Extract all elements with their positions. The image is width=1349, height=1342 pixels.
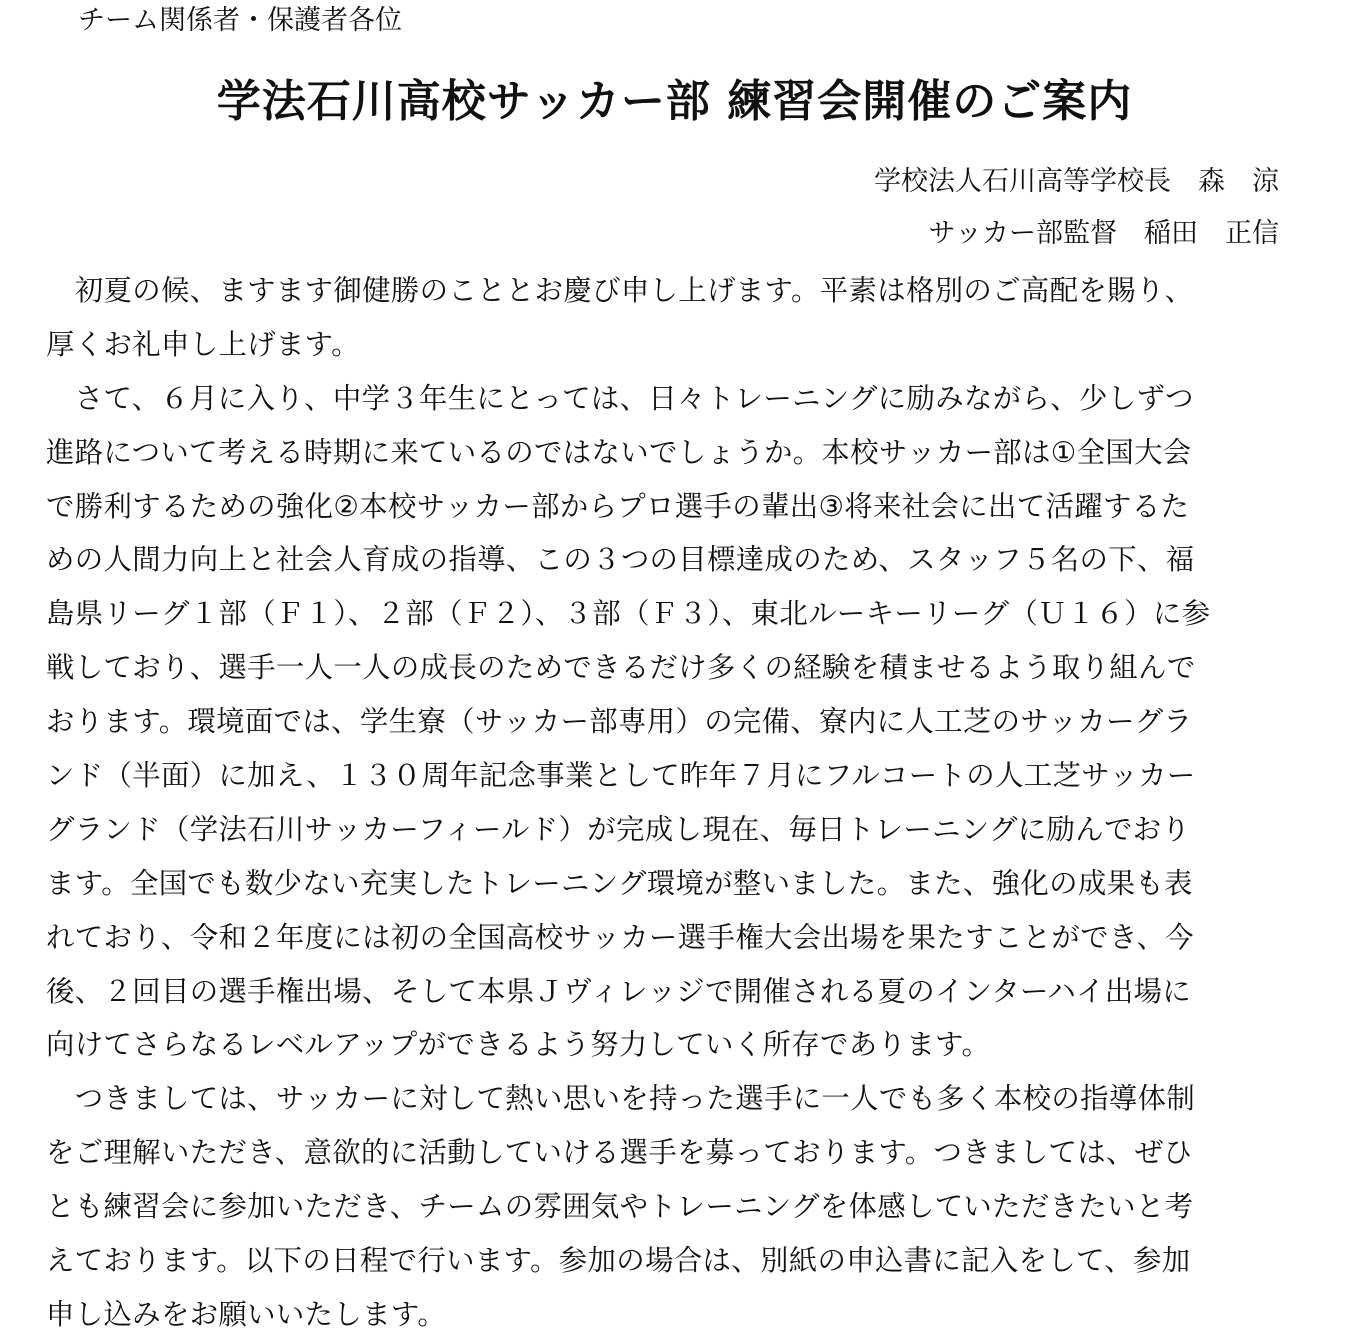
- body-line: 進路について考える時期に来ているのではないでしょうか。本校サッカー部は①全国大会: [46, 435, 1192, 469]
- body-line: ンド（半面）に加え、１３０周年記念事業として昨年７月にフルコートの人工芝サッカー: [46, 759, 1196, 793]
- body-line: れており、令和２年度には初の全国高校サッカー選手権大会出場を果たすことができ、今: [46, 920, 1194, 954]
- addressee: チーム関係者・保護者各位: [78, 5, 402, 36]
- body-line: ます。全国でも数少ない充実したトレーニング環境が整いました。また、強化の成果も表: [46, 866, 1193, 900]
- body-line: 後、２回目の選手権出場、そして本県Ｊヴィレッジで開催される夏のインターハイ出場に: [46, 974, 1192, 1008]
- body-line: 島県リーグ１部（Ｆ１）、２部（Ｆ２）、３部（Ｆ３）、東北ルーキーリーグ（Ｕ１６）に参: [46, 597, 1211, 631]
- body-line: をご理解いただき、意欲的に活動していける選手を募っております。つきましては、ぜひ: [46, 1136, 1193, 1170]
- body-line: とも練習会に参加いただき、チームの雰囲気やトレーニングを体感していただきたいと考: [46, 1190, 1194, 1224]
- body-line: で勝利するための強化②本校サッカー部からプロ選手の輩出③将来社会に出て活躍するた: [46, 489, 1190, 523]
- body-line: おります。環境面では、学生寮（サッカー部専用）の完備、寮内に人工芝のサッカーグラ: [46, 705, 1193, 739]
- body-line: 向けてさらなるレベルアップができるよう努力していく所存であります。: [46, 1028, 991, 1062]
- body-line: さて、６月に入り、中学３年生にとっては、日々トレーニングに励みながら、少しずつ: [46, 381, 1194, 415]
- sender-principal: 学校法人石川高等学校長 森 涼: [874, 166, 1279, 197]
- body-line: つきましては、サッカーに対して熱い思いを持った選手に一人でも多く本校の指導体制: [46, 1082, 1196, 1116]
- body-line: 申し込みをお願いいたします。: [46, 1297, 447, 1331]
- body-line: 初夏の候、ますます御健勝のこととお慶び申し上げます。平素は格別のご高配を賜り、: [46, 274, 1194, 307]
- sender-coach: サッカー部監督 稲田 正信: [928, 218, 1279, 249]
- document-title: 学法石川高校サッカー部 練習会開催のご案内: [216, 76, 1133, 127]
- body-line: 厚くお礼申し上げます。: [46, 327, 360, 361]
- body-line: グランド（学法石川サッカーフィールド）が完成し現在、毎日トレーニングに励んでおり: [46, 812, 1191, 846]
- body-line: 戦しており、選手一人一人の成長のためできるだけ多くの経験を積ませるよう取り組んで: [46, 651, 1196, 685]
- body-line: めの人間力向上と社会人育成の指導、この３つの目標達成のため、スタッフ５名の下、福: [46, 543, 1195, 577]
- letter-body: [46, 264, 1308, 1342]
- body-line: えております。以下の日程で行います。参加の場合は、別紙の申込書に記入をして、参加: [46, 1244, 1191, 1278]
